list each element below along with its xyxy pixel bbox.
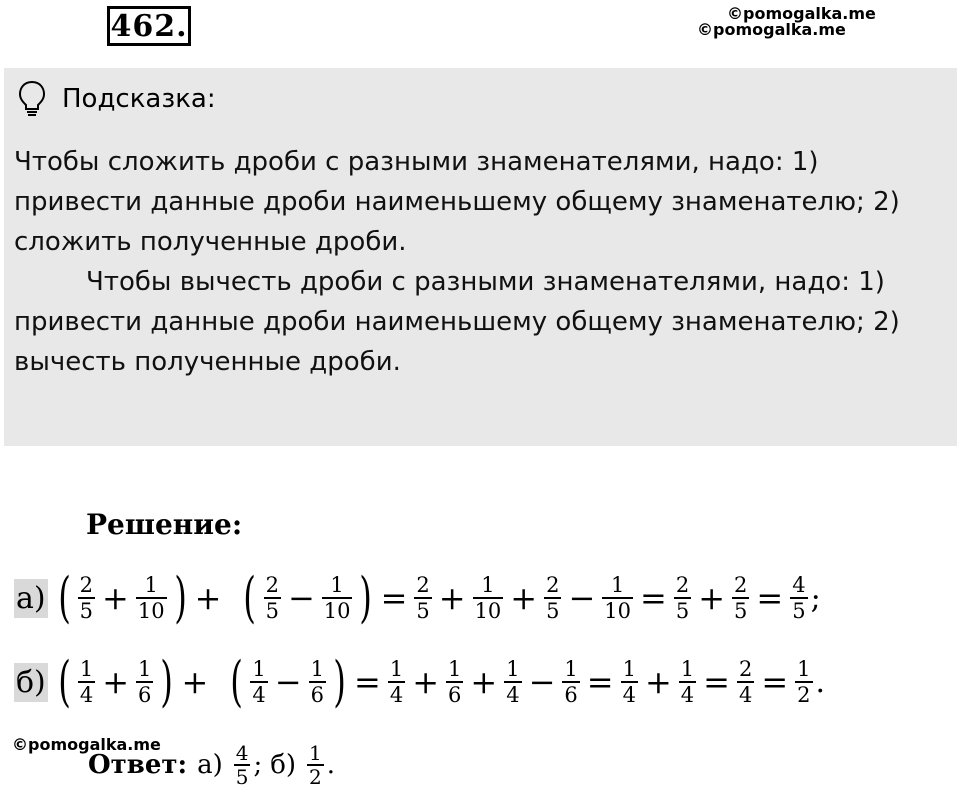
solution-row-a [14, 568, 821, 628]
operator: + [510, 579, 538, 617]
fraction: $\frac{2}{4}$ [738, 657, 753, 707]
paren-open: ( [243, 566, 257, 629]
watermark: ©pomogalka.me [697, 20, 846, 39]
paren-open: ( [230, 650, 244, 713]
paren-close: ) [173, 566, 187, 629]
paren-open: ( [57, 650, 71, 713]
paren-close: ) [359, 566, 373, 629]
operator: − [528, 663, 556, 701]
fraction: $\frac{1}{6}$ [564, 657, 578, 707]
fraction: $\frac{1}{10}$ [604, 573, 632, 623]
operator: = [756, 579, 784, 617]
fraction: $\frac{1}{4}$ [506, 657, 520, 707]
paren-close: ) [160, 650, 174, 713]
solution-title: Решение: [86, 508, 243, 541]
fraction: $\frac{2}{5}$ [546, 573, 560, 623]
paren-open: ( [57, 566, 71, 629]
operator: − [568, 579, 596, 617]
fraction: $\frac{1}{10}$ [323, 573, 351, 623]
fraction: $\frac{1}{6}$ [138, 657, 152, 707]
fraction: $\frac{1}{6}$ [310, 657, 324, 707]
operator: = [703, 663, 730, 701]
answer-a-label: а) [197, 750, 223, 780]
fraction: $\frac{1}{4}$ [79, 657, 94, 707]
hint-paragraph: Чтобы сложить дроби с разными знаменателями, надо: 1) привести данные дроби наименьшему общему знаменателю; 2) сложить полученные дроби. [14, 147, 900, 257]
punctuation: . [815, 664, 826, 700]
operator: + [470, 663, 498, 701]
fraction: $\frac{1}{4}$ [389, 657, 404, 707]
operator: = [761, 663, 789, 701]
operator: = [640, 579, 667, 617]
operator: = [354, 663, 381, 701]
fraction: $\frac{1}{6}$ [448, 657, 462, 707]
paren-close: ) [333, 650, 346, 713]
lightbulb-icon [18, 80, 46, 118]
answer-line [88, 742, 335, 788]
operator: + [194, 579, 222, 617]
answer-b-label: б) [270, 750, 297, 780]
answer-b-fraction: $\frac{1}{2}$ [309, 741, 322, 789]
fraction: $\frac{2}{5}$ [675, 573, 690, 623]
operator: − [287, 579, 315, 617]
operator: + [181, 663, 209, 701]
hint-title: Подсказка: [62, 84, 216, 114]
answer-label: Ответ: [88, 750, 188, 780]
row-label: а) [16, 580, 46, 616]
result-fraction: $\frac{1}{2}$ [797, 657, 811, 707]
punctuation: . [326, 750, 336, 780]
fraction: $\frac{1}{4}$ [680, 657, 695, 707]
watermark: ©pomogalka.me [727, 4, 876, 23]
fraction: $\frac{2}{5}$ [416, 573, 430, 623]
operator: + [438, 579, 466, 617]
operator: + [102, 663, 130, 701]
operator: + [644, 663, 672, 701]
watermark: ©pomogalka.me [12, 735, 161, 754]
fraction: $\frac{2}{5}$ [79, 573, 94, 623]
operator: + [698, 579, 726, 617]
operator: − [274, 663, 302, 701]
operator: + [412, 663, 440, 701]
row-label: б) [16, 664, 46, 700]
punctuation: ; [810, 580, 821, 616]
solution-row-b [14, 652, 825, 712]
hint-header [18, 80, 216, 118]
fraction: $\frac{1}{10}$ [137, 573, 165, 623]
result-fraction: $\frac{4}{5}$ [792, 573, 806, 623]
fraction: $\frac{2}{5}$ [734, 573, 748, 623]
fraction: $\frac{2}{5}$ [265, 573, 279, 623]
answer-a-fraction: $\frac{4}{5}$ [235, 741, 249, 789]
punctuation: ; [253, 750, 263, 780]
hint-text [14, 142, 944, 382]
problem-number: 462. [107, 6, 191, 46]
operator: + [102, 579, 129, 617]
hint-paragraph: Чтобы вычесть дроби с разными знаменателями, надо: 1) привести данные дроби наименьшему общему знаменателю; 2) вычесть полученные дроби. [14, 267, 900, 377]
fraction: $\frac{1}{4}$ [622, 657, 636, 707]
operator: = [586, 663, 614, 701]
fraction: $\frac{1}{4}$ [252, 657, 266, 707]
fraction: $\frac{1}{10}$ [474, 573, 502, 623]
operator: = [380, 579, 408, 617]
